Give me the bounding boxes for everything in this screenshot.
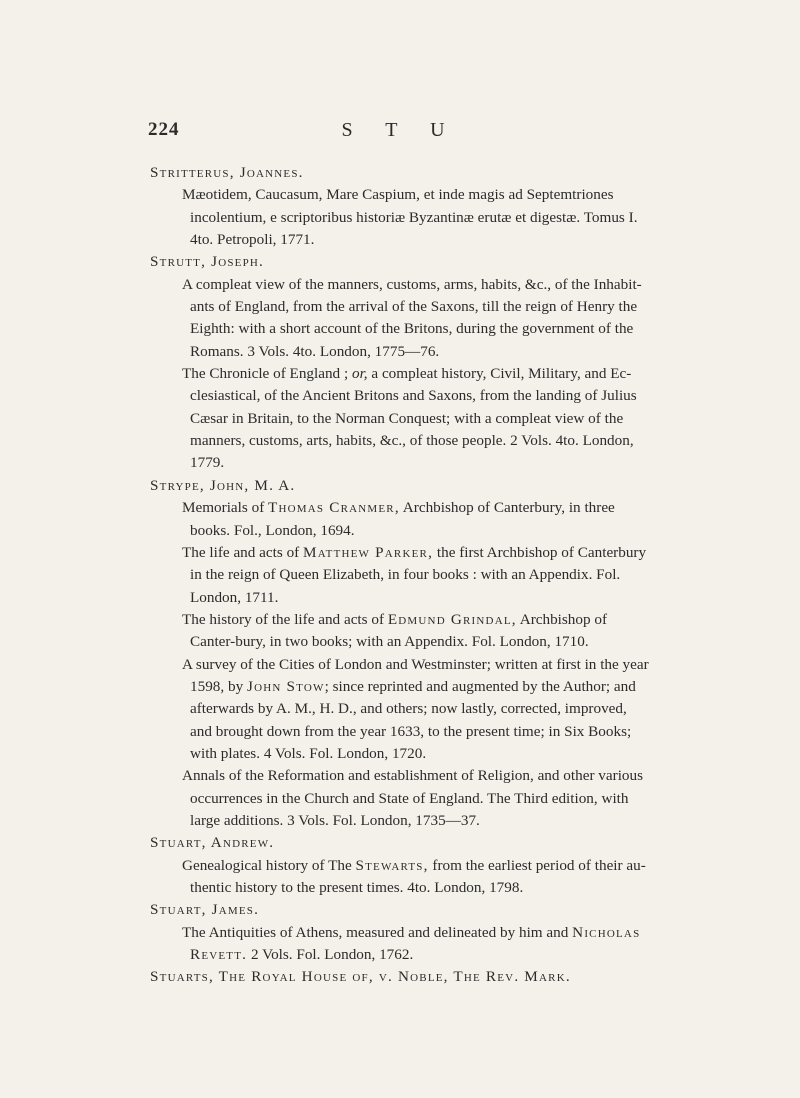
author-heading bbox=[150, 162, 650, 184]
author-name: Strutt, Joseph. bbox=[150, 253, 265, 271]
work-text: The Antiquities of Athens, measured and delineated by him and bbox=[182, 923, 573, 941]
work-text: Edmund Grindal, bbox=[387, 610, 517, 628]
work-entry bbox=[150, 497, 650, 542]
work-text: A survey of the Cities of London and Westminster; written at first in the year 1598, by bbox=[182, 655, 649, 695]
author-name: Strype, John, M. A. bbox=[150, 476, 296, 494]
work-text: Archbishop of Canter-bury, in two books; with an Appendix. Fol. London, 1710. bbox=[190, 610, 608, 651]
work-text: the first Archbishop of Canterbury in the reign of Queen Elizabeth, in four books : with an Appendix. Fol. London, 1711. bbox=[190, 543, 647, 606]
work-text: ; since reprinted and augmented by the Author; and afterwards by A. M., H. D., and others; now lastly, corrected, improved, and brought down from the year 1633, to the present time; in Six Books; with plates. 4 Vols. Fol. London, 1720. bbox=[190, 677, 636, 762]
work-text: or, bbox=[351, 365, 368, 383]
author-name: Stritterus, Joannes. bbox=[150, 164, 304, 181]
author-heading bbox=[150, 475, 650, 497]
work-text: The Chronicle of England ; bbox=[182, 365, 352, 383]
page-number: 224 bbox=[148, 119, 180, 140]
work-text: from the earliest period of their au-thentic history to the present times. 4to. London, 1798. bbox=[190, 856, 646, 896]
catalogue-entries bbox=[150, 162, 650, 989]
work-text: Thomas Cranmer, bbox=[268, 499, 400, 517]
work-text: Genealogical history of The bbox=[182, 856, 356, 874]
work-entry bbox=[150, 855, 650, 900]
work-text: A compleat view of the manners, customs, arms, habits, &c., of the Inhabit-ants of England, from the arrival of the Saxons, till the reign of Henry the Eighth: with a short account of the Britons, during the government of the Romans. 3 Vols. 4to. London, 1775—76. bbox=[182, 275, 642, 360]
work-text: Nicholas Revett. bbox=[190, 923, 641, 964]
running-head: S T U bbox=[341, 119, 459, 141]
work-entry bbox=[150, 765, 650, 832]
author-name: Stuart, James. bbox=[150, 901, 260, 919]
author-heading bbox=[150, 832, 650, 854]
work-entry bbox=[150, 654, 650, 766]
work-text: Matthew Parker, bbox=[303, 543, 434, 561]
work-text: Mæotidem, Caucasum, Mare Caspium, et inde magis ad Septemtriones incolentium, e scriptoribus historiæ Byzantinæ erutæ et digestæ. Tomus I. 4to. Petropoli, 1771. bbox=[182, 186, 638, 249]
work-entry bbox=[150, 184, 650, 251]
work-text: Stewarts, bbox=[355, 856, 429, 874]
author-name: Stuart, Andrew. bbox=[150, 834, 275, 852]
work-entry bbox=[150, 363, 650, 475]
author-heading bbox=[150, 899, 650, 921]
work-text: Archbishop of Canterbury, in three books. Fol., London, 1694. bbox=[190, 499, 615, 539]
author-heading bbox=[150, 251, 650, 273]
work-text: The life and acts of bbox=[182, 543, 304, 561]
work-text: a compleat history, Civil, Military, and Ec-clesiastical, of the Ancient Britons and Saxons, from the landing of Julius Cæsar in Britain, to the Norman Conquest; with a compleat view of the manners, customs, arts, habits, &c., of those people. 2 Vols. 4to. London, 1779. bbox=[190, 365, 637, 472]
work-entry bbox=[150, 542, 650, 609]
work-text: Annals of the Reformation and establishment of Religion, and other various occurrences in the Church and State of England. The Third edition, with large additions. 3 Vols. Fol. London, 1735—37. bbox=[182, 767, 644, 829]
work-text: John Stow bbox=[246, 677, 325, 695]
page-header bbox=[0, 119, 800, 147]
see-reference: v. Noble, The Rev. Mark. bbox=[373, 968, 571, 986]
work-entry bbox=[150, 922, 650, 967]
work-text: Memorials of bbox=[182, 499, 269, 517]
work-text: The history of the life and acts of bbox=[182, 610, 388, 628]
author-heading bbox=[150, 966, 650, 988]
author-name: Stuarts, The Royal House of, bbox=[150, 968, 374, 986]
work-entry bbox=[150, 274, 650, 363]
work-entry bbox=[150, 609, 650, 654]
work-text: 2 Vols. Fol. London, 1762. bbox=[247, 946, 414, 964]
